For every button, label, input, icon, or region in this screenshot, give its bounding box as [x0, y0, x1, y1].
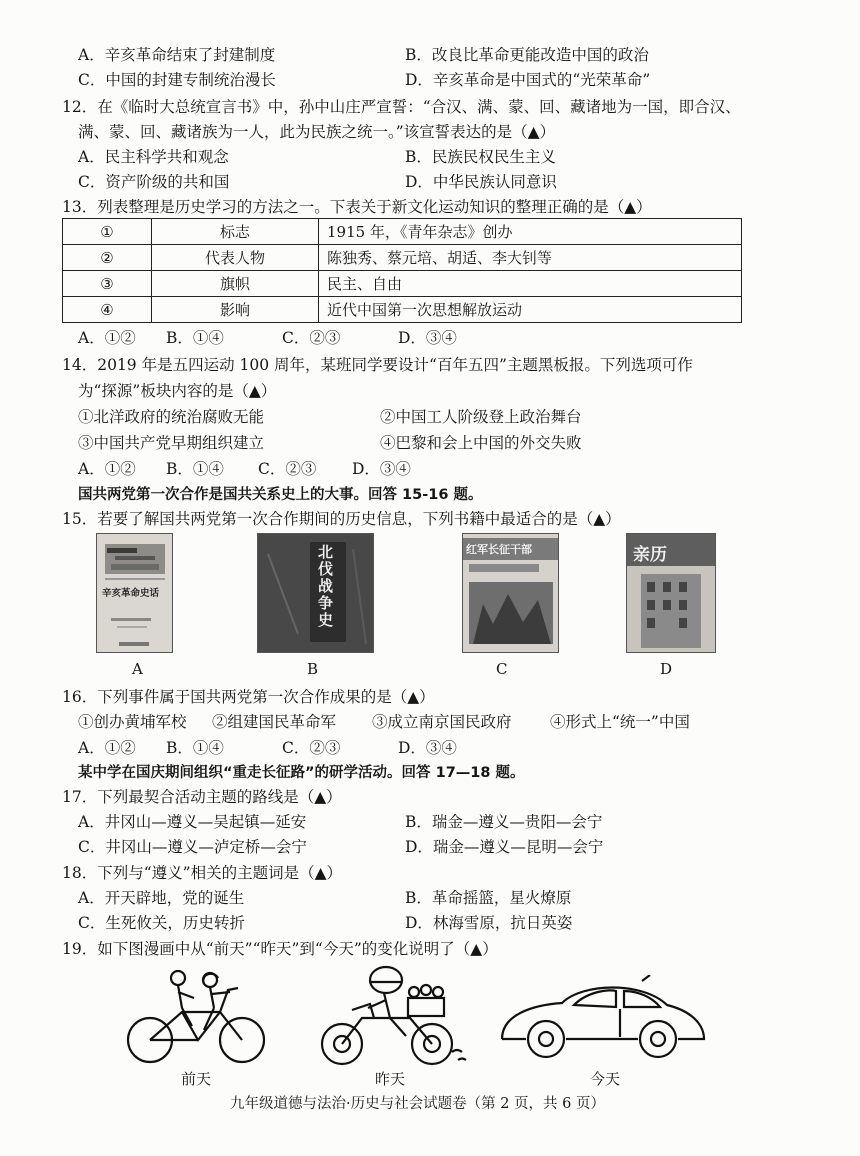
- book-b-image: [258, 534, 373, 652]
- q16-option-a: A．①②: [78, 739, 136, 757]
- book-a-title: 辛亥革命史话: [102, 588, 160, 599]
- intro-15-16: 国共两党第一次合作是国共关系史上的大事。回答 15-16 题。: [78, 487, 483, 503]
- q14-stem-line2: 为“探源”板块内容的是（▲）: [78, 382, 277, 400]
- q13-option-b: B．①④: [166, 329, 224, 347]
- q16-statement-1: ①创办黄埔军校: [78, 713, 187, 731]
- table-cell-num: ①: [63, 219, 152, 245]
- book-a-cover: [96, 533, 173, 653]
- book-a-label: A: [132, 660, 143, 678]
- q12-option-a: A．民主科学共和观念: [78, 148, 229, 166]
- q18-option-c: C．生死攸关，历史转折: [78, 914, 245, 932]
- q14-statement-1: ①北洋政府的统治腐败无能: [78, 408, 265, 426]
- caption-day-before-yesterday: 前天: [181, 1070, 212, 1088]
- intro-17-18: 某中学在国庆期间组织“重走长征路”的研学活动。回答 17—18 题。: [78, 765, 525, 781]
- q16-statement-3: ③成立南京国民政府: [372, 713, 512, 731]
- table-row: [63, 245, 742, 271]
- book-b-label: B: [307, 660, 319, 678]
- car-illustration: [492, 975, 712, 1063]
- q11-option-d: D．辛亥革命是中国式的“光荣革命”: [405, 71, 651, 89]
- table-cell-num: ③: [63, 271, 152, 297]
- table-cell-item: 旗帜: [152, 271, 319, 297]
- q13-option-c: C．②③: [282, 329, 341, 347]
- q14-option-c: C．②③: [258, 460, 317, 478]
- q18-option-d: D．林海雪原，抗日英姿: [405, 914, 573, 932]
- caption-today: 今天: [590, 1070, 621, 1088]
- bicycle-couple-illustration: [120, 968, 280, 1068]
- book-d-title: 亲历: [633, 545, 667, 565]
- page-footer: 九年级道德与法治·历史与社会试题卷（第 2 页，共 6 页）: [230, 1096, 605, 1112]
- q19-stem: 19．如下图漫画中从“前天”“昨天”到“今天”的变化说明了（▲）: [62, 940, 498, 958]
- q13-option-d: D．③④: [398, 329, 457, 347]
- q14-option-a: A．①②: [78, 460, 136, 478]
- q17-option-d: D．瑞金—遵义—昆明—会宁: [405, 838, 604, 856]
- q18-option-a: A．开天辟地，党的诞生: [78, 889, 245, 907]
- q12-stem-line1: 12．在《临时大总统宣言书》中，孙中山庄严宣誓：“合汉、满、蒙、回、藏诸地为一国，即合汉、: [62, 98, 741, 116]
- book-b-cover: [257, 533, 374, 653]
- q16-option-d: D．③④: [398, 739, 457, 757]
- book-d-cover: [626, 533, 716, 653]
- q11-option-b: B．改良比革命更能改造中国的政治: [405, 46, 649, 64]
- table-cell-item: 标志: [152, 219, 319, 245]
- q17-option-c: C．井冈山—遵义—泸定桥—会宁: [78, 838, 307, 856]
- q14-statement-3: ③中国共产党早期组织建立: [78, 434, 265, 452]
- q16-option-b: B．①④: [166, 739, 224, 757]
- q15-stem: 15．若要了解国共两党第一次合作期间的历史信息，下列书籍中最适合的是（▲）: [62, 510, 621, 528]
- book-d-label: D: [660, 660, 673, 678]
- q16-statement-4: ④形式上“统一”中国: [550, 713, 690, 731]
- q14-option-b: B．①④: [166, 460, 224, 478]
- q12-stem-line2: 满、蒙、回、藏诸族为一人，此为民族之统一。”该宣誓表达的是（▲）: [78, 123, 556, 141]
- table-cell-content: 民主、自由: [319, 271, 742, 297]
- q18-option-b: B．革命摇篮，星火燎原: [405, 889, 572, 907]
- q11-option-c: C．中国的封建专制统治漫长: [78, 71, 276, 89]
- table-cell-content: 陈独秀、蔡元培、胡适、李大钊等: [319, 245, 742, 271]
- q17-stem: 17．下列最契合活动主题的路线是（▲）: [62, 788, 342, 806]
- q17-option-a: A．井冈山—遵义—吴起镇—延安: [78, 813, 307, 831]
- q18-stem: 18．下列与“遵义”相关的主题词是（▲）: [62, 864, 342, 882]
- q16-stem: 16．下列事件属于国共两党第一次合作成果的是（▲）: [62, 688, 435, 706]
- q16-statement-2: ②组建国民革命军: [212, 713, 337, 731]
- book-c-cover: [462, 533, 559, 653]
- q14-stem-line1: 14．2019 年是五四运动 100 周年，某班同学要设计“百年五四”主题黑板报。下列选项可作: [62, 356, 693, 374]
- q12-option-c: C．资产阶级的共和国: [78, 173, 230, 191]
- q14-option-d: D．③④: [352, 460, 411, 478]
- q11-option-a: A．辛亥革命结束了封建制度: [78, 46, 276, 64]
- q14-statement-2: ②中国工人阶级登上政治舞台: [380, 408, 582, 426]
- q13-stem: 13．列表整理是历史学习的方法之一。下表关于新文化运动知识的整理正确的是（▲）: [62, 198, 652, 216]
- caption-yesterday: 昨天: [375, 1070, 406, 1088]
- q14-statement-4: ④巴黎和会上中国的外交失败: [380, 434, 582, 452]
- table-cell-item: 代表人物: [152, 245, 319, 271]
- table-row: [63, 219, 742, 245]
- table-cell-content: 1915 年，《青年杂志》创办: [319, 219, 742, 245]
- table-row: [63, 271, 742, 297]
- q13-table: [62, 218, 742, 323]
- table-cell-num: ②: [63, 245, 152, 271]
- book-c-title: 红军长征干部: [466, 543, 532, 556]
- table-cell-item: 影响: [152, 297, 319, 323]
- q12-option-d: D．中华民族认同意识: [405, 173, 557, 191]
- q12-option-b: B．民族民权民生主义: [405, 148, 556, 166]
- motorcycle-rider-illustration: [312, 960, 472, 1070]
- table-row: [63, 297, 742, 323]
- table-cell-content: 近代中国第一次思想解放运动: [319, 297, 742, 323]
- q17-option-b: B．瑞金—遵义—贵阳—会宁: [405, 813, 603, 831]
- q13-option-a: A．①②: [78, 329, 136, 347]
- q16-option-c: C．②③: [282, 739, 341, 757]
- table-cell-num: ④: [63, 297, 152, 323]
- book-c-label: C: [496, 660, 508, 678]
- book-b-title: 北伐战争史: [318, 543, 334, 629]
